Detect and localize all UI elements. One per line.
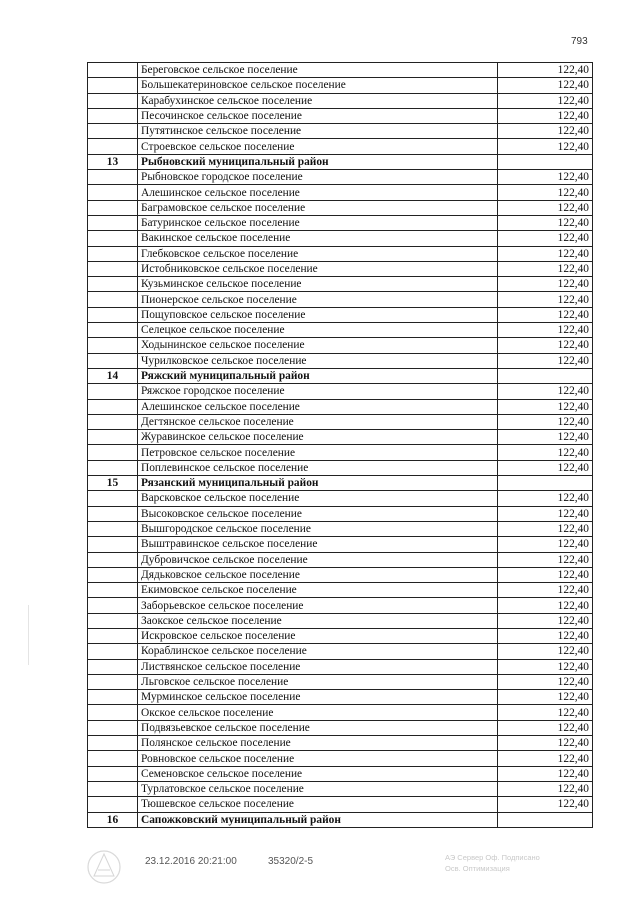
rate-value: 122,40 bbox=[498, 583, 593, 598]
settlement-name: Баграмовское сельское поселение bbox=[138, 200, 498, 215]
table-body bbox=[88, 63, 593, 828]
settlement-name: Петровское сельское поселение bbox=[138, 445, 498, 460]
row-number bbox=[88, 491, 138, 506]
rate-value: 122,40 bbox=[498, 414, 593, 429]
district-name: Ряжский муниципальный район bbox=[138, 368, 498, 383]
table-row bbox=[88, 552, 593, 567]
row-number bbox=[88, 460, 138, 475]
settlement-name: Выштравинское сельское поселение bbox=[138, 537, 498, 552]
table-row bbox=[88, 124, 593, 139]
footer-stamp bbox=[445, 852, 565, 874]
table-row bbox=[88, 659, 593, 674]
table-row bbox=[88, 781, 593, 796]
settlement-name: Турлатовское сельское поселение bbox=[138, 781, 498, 796]
settlement-name: Полянское сельское поселение bbox=[138, 736, 498, 751]
row-number bbox=[88, 292, 138, 307]
table-row bbox=[88, 613, 593, 628]
row-number bbox=[88, 705, 138, 720]
row-number bbox=[88, 338, 138, 353]
rate-value: 122,40 bbox=[498, 781, 593, 796]
row-number bbox=[88, 567, 138, 582]
district-row bbox=[88, 368, 593, 383]
rate-value: 122,40 bbox=[498, 491, 593, 506]
settlement-name: Дядьковское сельское поселение bbox=[138, 567, 498, 582]
settlement-name: Тюшевское сельское поселение bbox=[138, 797, 498, 812]
rate-value: 122,40 bbox=[498, 521, 593, 536]
rate-value: 122,40 bbox=[498, 506, 593, 521]
rate-value: 122,40 bbox=[498, 63, 593, 78]
row-number bbox=[88, 552, 138, 567]
table-row bbox=[88, 277, 593, 292]
settlement-name: Чурилковское сельское поселение bbox=[138, 353, 498, 368]
settlement-name: Кораблинское сельское поселение bbox=[138, 644, 498, 659]
table-row bbox=[88, 353, 593, 368]
settlement-name: Заокское сельское поселение bbox=[138, 613, 498, 628]
row-number bbox=[88, 430, 138, 445]
settlement-name: Песочинское сельское поселение bbox=[138, 108, 498, 123]
rate-value: 122,40 bbox=[498, 537, 593, 552]
row-number bbox=[88, 736, 138, 751]
settlement-name: Селецкое сельское поселение bbox=[138, 323, 498, 338]
settlement-name: Строевское сельское поселение bbox=[138, 139, 498, 154]
row-number bbox=[88, 108, 138, 123]
table-row bbox=[88, 521, 593, 536]
settlement-name: Батуринское сельское поселение bbox=[138, 215, 498, 230]
row-number bbox=[88, 644, 138, 659]
table-row bbox=[88, 644, 593, 659]
row-number bbox=[88, 246, 138, 261]
rate-value: 122,40 bbox=[498, 200, 593, 215]
table-row bbox=[88, 108, 593, 123]
table-row bbox=[88, 200, 593, 215]
row-number bbox=[88, 215, 138, 230]
table-row bbox=[88, 506, 593, 521]
settlement-name: Екимовское сельское поселение bbox=[138, 583, 498, 598]
row-number bbox=[88, 139, 138, 154]
rate-value: 122,40 bbox=[498, 323, 593, 338]
rate-value bbox=[498, 154, 593, 169]
row-number bbox=[88, 659, 138, 674]
settlement-name: Искровское сельское поселение bbox=[138, 628, 498, 643]
settlements-table bbox=[87, 62, 593, 828]
table-row bbox=[88, 215, 593, 230]
table-row bbox=[88, 628, 593, 643]
district-row bbox=[88, 812, 593, 827]
row-number bbox=[88, 63, 138, 78]
settlement-name: Подвязьевское сельское поселение bbox=[138, 720, 498, 735]
district-name: Рыбновский муниципальный район bbox=[138, 154, 498, 169]
row-number bbox=[88, 323, 138, 338]
table-row bbox=[88, 705, 593, 720]
settlement-name: Алешинское сельское поселение bbox=[138, 185, 498, 200]
row-number: 16 bbox=[88, 812, 138, 827]
table-row bbox=[88, 185, 593, 200]
row-number bbox=[88, 628, 138, 643]
row-number bbox=[88, 781, 138, 796]
settlement-name: Варсковское сельское поселение bbox=[138, 491, 498, 506]
rate-value: 122,40 bbox=[498, 445, 593, 460]
row-number bbox=[88, 613, 138, 628]
table-row bbox=[88, 170, 593, 185]
settlement-name: Мурминское сельское поселение bbox=[138, 690, 498, 705]
row-number bbox=[88, 399, 138, 414]
table-row bbox=[88, 307, 593, 322]
rate-value: 122,40 bbox=[498, 399, 593, 414]
table-row bbox=[88, 751, 593, 766]
rate-value: 122,40 bbox=[498, 231, 593, 246]
table-row bbox=[88, 598, 593, 613]
row-number bbox=[88, 797, 138, 812]
rate-value: 122,40 bbox=[498, 353, 593, 368]
row-number: 13 bbox=[88, 154, 138, 169]
rate-value: 122,40 bbox=[498, 797, 593, 812]
rate-value bbox=[498, 476, 593, 491]
table-row bbox=[88, 766, 593, 781]
table-row bbox=[88, 246, 593, 261]
row-number bbox=[88, 674, 138, 689]
rate-value: 122,40 bbox=[498, 644, 593, 659]
settlement-name: Листвянское сельское поселение bbox=[138, 659, 498, 674]
row-number bbox=[88, 521, 138, 536]
row-number bbox=[88, 170, 138, 185]
settlement-name: Рыбновское городское поселение bbox=[138, 170, 498, 185]
row-number bbox=[88, 353, 138, 368]
rate-value: 122,40 bbox=[498, 430, 593, 445]
table-row bbox=[88, 736, 593, 751]
row-number bbox=[88, 78, 138, 93]
table-row bbox=[88, 139, 593, 154]
row-number bbox=[88, 445, 138, 460]
settlement-name: Вакинское сельское поселение bbox=[138, 231, 498, 246]
rate-value: 122,40 bbox=[498, 277, 593, 292]
rate-value: 122,40 bbox=[498, 613, 593, 628]
table-row bbox=[88, 78, 593, 93]
table-row bbox=[88, 292, 593, 307]
rate-value: 122,40 bbox=[498, 338, 593, 353]
rate-value: 122,40 bbox=[498, 736, 593, 751]
settlement-name: Карабухинское сельское поселение bbox=[138, 93, 498, 108]
rate-value: 122,40 bbox=[498, 384, 593, 399]
table-row bbox=[88, 338, 593, 353]
rate-value bbox=[498, 812, 593, 827]
settlement-name: Глебковское сельское поселение bbox=[138, 246, 498, 261]
rate-value: 122,40 bbox=[498, 628, 593, 643]
settlement-name: Пионерское сельское поселение bbox=[138, 292, 498, 307]
rate-value: 122,40 bbox=[498, 139, 593, 154]
settlement-name: Журавинское сельское поселение bbox=[138, 430, 498, 445]
settlement-name: Кузьминское сельское поселение bbox=[138, 277, 498, 292]
district-row bbox=[88, 154, 593, 169]
row-number bbox=[88, 307, 138, 322]
rate-value: 122,40 bbox=[498, 567, 593, 582]
rate-value: 122,40 bbox=[498, 170, 593, 185]
row-number bbox=[88, 185, 138, 200]
rate-value: 122,40 bbox=[498, 261, 593, 276]
footer-code: 35320/2-5 bbox=[268, 856, 314, 867]
table-row bbox=[88, 445, 593, 460]
table-row bbox=[88, 414, 593, 429]
rate-value: 122,40 bbox=[498, 292, 593, 307]
rate-value: 122,40 bbox=[498, 705, 593, 720]
row-number bbox=[88, 277, 138, 292]
settlement-name: Истобниковское сельское поселение bbox=[138, 261, 498, 276]
table-row bbox=[88, 261, 593, 276]
footer-date: 23.12.2016 20:21:00 bbox=[145, 856, 237, 867]
row-number bbox=[88, 537, 138, 552]
row-number bbox=[88, 384, 138, 399]
row-number bbox=[88, 506, 138, 521]
rate-value: 122,40 bbox=[498, 108, 593, 123]
rate-value: 122,40 bbox=[498, 552, 593, 567]
rate-value: 122,40 bbox=[498, 246, 593, 261]
row-number bbox=[88, 720, 138, 735]
page-number: 793 bbox=[571, 36, 588, 47]
footer-stamp-line: АЭ Сервер Оф. Подписано bbox=[445, 853, 540, 862]
settlement-name: Вышгородское сельское поселение bbox=[138, 521, 498, 536]
row-number bbox=[88, 751, 138, 766]
row-number bbox=[88, 93, 138, 108]
table-row bbox=[88, 323, 593, 338]
settlement-name: Заборьевское сельское поселение bbox=[138, 598, 498, 613]
settlement-name: Поплевинское сельское поселение bbox=[138, 460, 498, 475]
table-row bbox=[88, 797, 593, 812]
rate-value: 122,40 bbox=[498, 307, 593, 322]
table-row bbox=[88, 674, 593, 689]
settlement-name: Береговское сельское поселение bbox=[138, 63, 498, 78]
footer-stamp-line: Осв. Оптимизация bbox=[445, 864, 510, 873]
settlement-name: Семеновское сельское поселение bbox=[138, 766, 498, 781]
row-number bbox=[88, 690, 138, 705]
table-row bbox=[88, 690, 593, 705]
row-number bbox=[88, 414, 138, 429]
table-row bbox=[88, 430, 593, 445]
table-row bbox=[88, 63, 593, 78]
settlement-name: Большекатериновское сельское поселение bbox=[138, 78, 498, 93]
table-row bbox=[88, 720, 593, 735]
rate-value bbox=[498, 368, 593, 383]
settlement-name: Пощуповское сельское поселение bbox=[138, 307, 498, 322]
settlement-name: Алешинское сельское поселение bbox=[138, 399, 498, 414]
row-number bbox=[88, 583, 138, 598]
row-number bbox=[88, 598, 138, 613]
settlement-name: Льговское сельское поселение bbox=[138, 674, 498, 689]
row-number: 14 bbox=[88, 368, 138, 383]
table-row bbox=[88, 491, 593, 506]
settlement-name: Ряжское городское поселение bbox=[138, 384, 498, 399]
row-number bbox=[88, 124, 138, 139]
rate-value: 122,40 bbox=[498, 215, 593, 230]
row-number bbox=[88, 231, 138, 246]
row-number bbox=[88, 766, 138, 781]
table-row bbox=[88, 384, 593, 399]
rate-value: 122,40 bbox=[498, 751, 593, 766]
rate-value: 122,40 bbox=[498, 93, 593, 108]
rate-value: 122,40 bbox=[498, 598, 593, 613]
table-row bbox=[88, 231, 593, 246]
rate-value: 122,40 bbox=[498, 674, 593, 689]
rate-value: 122,40 bbox=[498, 720, 593, 735]
row-number bbox=[88, 200, 138, 215]
rate-value: 122,40 bbox=[498, 78, 593, 93]
rate-value: 122,40 bbox=[498, 460, 593, 475]
settlement-name: Высоковское сельское поселение bbox=[138, 506, 498, 521]
table-row bbox=[88, 583, 593, 598]
settlement-name: Дубровичское сельское поселение bbox=[138, 552, 498, 567]
table-row bbox=[88, 399, 593, 414]
row-number: 15 bbox=[88, 476, 138, 491]
table-row bbox=[88, 537, 593, 552]
scan-artifact bbox=[28, 605, 29, 665]
district-name: Рязанский муниципальный район bbox=[138, 476, 498, 491]
settlement-name: Ровновское сельское поселение bbox=[138, 751, 498, 766]
settlement-name: Окское сельское поселение bbox=[138, 705, 498, 720]
rate-value: 122,40 bbox=[498, 690, 593, 705]
settlement-name: Дегтянское сельское поселение bbox=[138, 414, 498, 429]
table-row bbox=[88, 460, 593, 475]
settlement-name: Путятинское сельское поселение bbox=[138, 124, 498, 139]
rate-value: 122,40 bbox=[498, 185, 593, 200]
settlement-name: Ходынинское сельское поселение bbox=[138, 338, 498, 353]
row-number bbox=[88, 261, 138, 276]
rate-value: 122,40 bbox=[498, 124, 593, 139]
seal-icon bbox=[84, 846, 124, 888]
rate-value: 122,40 bbox=[498, 766, 593, 781]
table-row bbox=[88, 567, 593, 582]
rate-value: 122,40 bbox=[498, 659, 593, 674]
district-name: Сапожковский муниципальный район bbox=[138, 812, 498, 827]
district-row bbox=[88, 476, 593, 491]
table-row bbox=[88, 93, 593, 108]
